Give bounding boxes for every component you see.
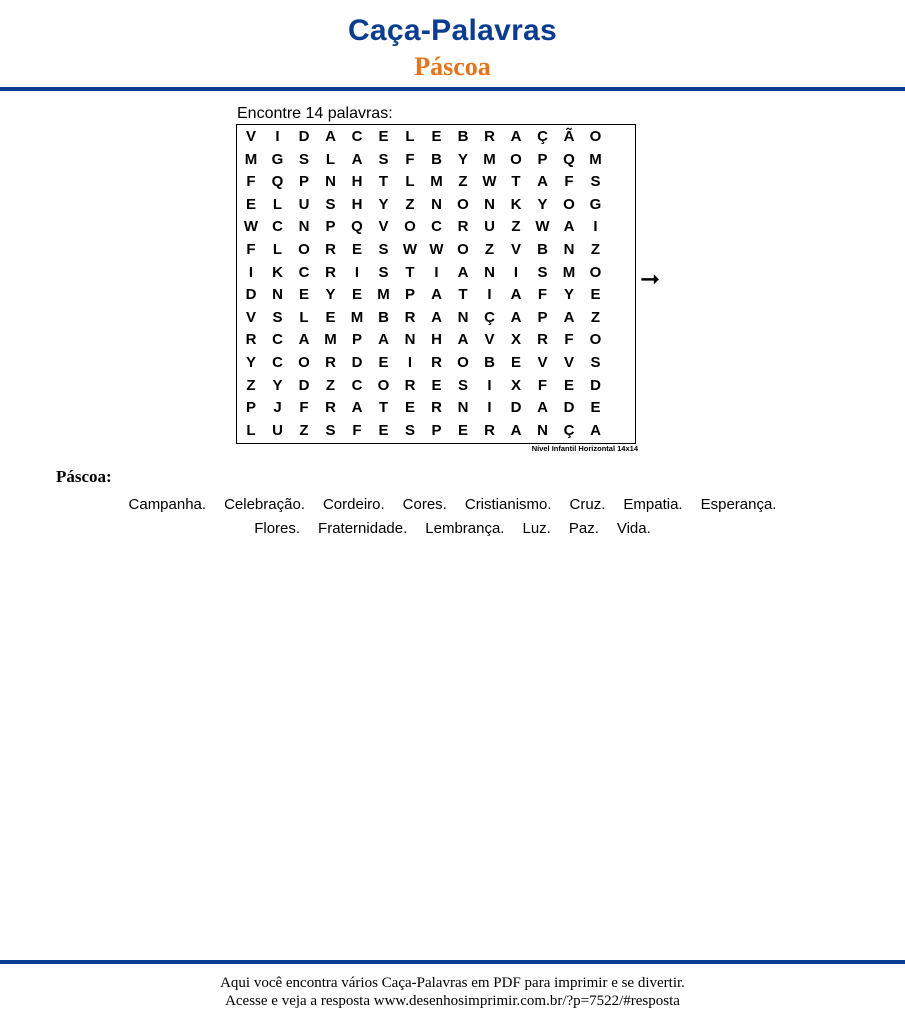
grid-letter[interactable]: K	[510, 195, 522, 213]
grid-letter[interactable]: W	[535, 218, 550, 236]
grid-letter[interactable]: C	[351, 376, 363, 394]
grid-letter[interactable]: A	[298, 331, 310, 349]
grid-letter[interactable]: E	[378, 421, 389, 439]
grid-letter[interactable]: I	[434, 263, 439, 281]
grid-letter[interactable]: L	[405, 173, 415, 191]
grid-letter[interactable]: A	[325, 128, 336, 145]
grid-letter[interactable]: E	[563, 376, 574, 394]
grid-letter[interactable]: N	[404, 331, 416, 349]
grid-letter[interactable]: U	[272, 421, 283, 439]
grid-letter[interactable]: H	[351, 173, 363, 191]
grid-letter[interactable]: W	[482, 173, 497, 191]
grid-letter[interactable]: D	[351, 354, 363, 371]
grid-letter[interactable]: Y	[325, 286, 336, 304]
grid-letter[interactable]: O	[377, 376, 390, 394]
grid-letter[interactable]: B	[431, 150, 442, 168]
grid-letter[interactable]: Q	[351, 218, 363, 236]
word-list-item: Luz.	[522, 520, 551, 537]
grid-letter[interactable]: N	[537, 421, 548, 439]
grid-letter[interactable]: F	[246, 173, 256, 191]
grid-letter[interactable]: N	[325, 173, 336, 191]
grid-letter[interactable]: M	[377, 286, 390, 304]
word-list-item: Cruz.	[569, 496, 606, 513]
top-divider	[0, 87, 905, 91]
grid-letter[interactable]: P	[351, 331, 362, 349]
grid-letter[interactable]: V	[245, 128, 256, 145]
grid-letter[interactable]: P	[245, 399, 256, 417]
grid-letter[interactable]: T	[378, 399, 389, 417]
grid-letter[interactable]: A	[563, 308, 575, 326]
word-list-item: Lembrança.	[425, 520, 505, 537]
grid-letter[interactable]: P	[404, 286, 415, 304]
grid-letter[interactable]: H	[351, 195, 363, 213]
grid-letter[interactable]: Z	[325, 376, 336, 394]
grid-letter[interactable]: A	[457, 331, 469, 349]
grid-letter[interactable]: I	[487, 376, 492, 394]
grid-letter[interactable]: V	[563, 354, 574, 371]
grid-letter[interactable]: L	[405, 128, 415, 145]
grid-letter[interactable]: R	[245, 331, 257, 349]
grid-letter[interactable]: O	[457, 354, 469, 371]
word-list-item: Paz.	[568, 520, 599, 537]
grid-letter[interactable]: B	[378, 308, 389, 326]
grid-letter[interactable]: E	[245, 195, 256, 213]
grid-letter[interactable]: Z	[405, 195, 415, 213]
grid-letter[interactable]: P	[431, 421, 442, 439]
grid-letter[interactable]: R	[457, 218, 469, 236]
grid-letter[interactable]: M	[589, 150, 602, 168]
grid-letter[interactable]: D	[563, 399, 575, 417]
grid-letter[interactable]: Y	[378, 195, 389, 213]
grid-letter[interactable]: F	[299, 399, 309, 417]
puzzle-instruction: Encontre 14 palavras:	[237, 105, 393, 122]
grid-letter[interactable]: Z	[511, 218, 521, 236]
grid-letter[interactable]: A	[510, 421, 522, 439]
grid-letter[interactable]: S	[457, 376, 468, 394]
grid-letter[interactable]: L	[246, 421, 256, 439]
grid-letter[interactable]: V	[510, 241, 521, 258]
grid-letter[interactable]: S	[590, 354, 601, 371]
grid-letter[interactable]: Ç	[563, 421, 575, 439]
grid-letter[interactable]: O	[457, 195, 469, 213]
grid-letter[interactable]: E	[378, 128, 389, 145]
grid-letter[interactable]: R	[325, 241, 336, 258]
grid-letter[interactable]: P	[537, 150, 548, 168]
grid-letter[interactable]: A	[510, 286, 522, 304]
grid-letter[interactable]: C	[272, 218, 283, 236]
grid-letter[interactable]: L	[272, 241, 283, 258]
grid-letter[interactable]: E	[431, 376, 442, 394]
grid-letter[interactable]: O	[298, 354, 310, 371]
grid-letter[interactable]: C	[351, 128, 363, 145]
grid-letter[interactable]: Z	[299, 421, 309, 439]
grid-letter[interactable]: T	[405, 263, 415, 281]
grid-letter[interactable]: R	[484, 128, 495, 145]
grid-letter[interactable]: Z	[484, 241, 495, 258]
grid-letter[interactable]: M	[562, 263, 576, 281]
grid-letter[interactable]: Y	[563, 286, 574, 304]
grid-letter[interactable]: E	[325, 308, 336, 326]
word-list-item: Esperança.	[700, 496, 777, 513]
grid-letter[interactable]: N	[272, 286, 283, 304]
word-search-grid[interactable]	[236, 124, 636, 444]
grid-letter[interactable]: R	[325, 354, 336, 371]
grid-letter[interactable]: S	[378, 241, 389, 258]
grid-letter[interactable]: B	[537, 241, 548, 258]
footer-link-text[interactable]: Acesse e veja a resposta www.desenhosimprimir.com.br/?p=7522/#resposta	[225, 993, 680, 1009]
grid-letter[interactable]: K	[272, 263, 283, 281]
word-list-item: Fraternidade.	[318, 520, 408, 537]
grid-letter[interactable]: A	[537, 173, 548, 191]
grid-letter[interactable]: R	[325, 263, 336, 281]
grid-letter[interactable]: W	[243, 218, 259, 236]
footer-text: Aqui você encontra vários Caça-Palavras em PDF para imprimir e se divertir.	[220, 975, 685, 991]
arrow-right-icon: ➞	[640, 265, 661, 293]
grid-letter[interactable]: R	[484, 421, 495, 439]
word-list-item: Flores.	[254, 520, 301, 537]
grid-letter[interactable]: S	[298, 150, 309, 168]
grid-letter[interactable]: W	[402, 241, 418, 258]
grid-letter[interactable]: A	[510, 308, 522, 326]
grid-letter[interactable]: E	[590, 286, 601, 304]
grid-letter[interactable]: Z	[590, 308, 601, 326]
grid-letter[interactable]: F	[564, 173, 574, 191]
grid-letter[interactable]: G	[589, 195, 602, 213]
grid-letter[interactable]: V	[378, 218, 389, 236]
grid-letter[interactable]: R	[404, 376, 416, 394]
grid-letter[interactable]: V	[484, 331, 495, 349]
grid-letter[interactable]: O	[589, 128, 602, 145]
grid-letter[interactable]: N	[431, 195, 442, 213]
word-list-line-2	[0, 520, 905, 537]
grid-letter[interactable]: N	[457, 308, 469, 326]
grid-letter[interactable]: A	[431, 286, 442, 304]
grid-letter[interactable]: B	[484, 354, 495, 371]
word-list-item: Empatia.	[623, 496, 683, 513]
grid-letter[interactable]: I	[354, 263, 360, 281]
grid-letter[interactable]: B	[457, 128, 469, 145]
grid-letter[interactable]: Z	[246, 376, 256, 394]
grid-letter[interactable]: M	[324, 331, 337, 349]
word-list-item: Cordeiro.	[322, 496, 385, 513]
grid-letter[interactable]: I	[275, 128, 280, 145]
grid-letter[interactable]: C	[431, 218, 442, 236]
grid-letter[interactable]: A	[431, 308, 442, 326]
grid-letter[interactable]: G	[271, 150, 284, 168]
grid-letter[interactable]: N	[484, 195, 495, 213]
grid-letter[interactable]: T	[511, 173, 521, 191]
grid-letter[interactable]: S	[590, 173, 601, 191]
grid-letter[interactable]: F	[352, 421, 362, 439]
grid-letter[interactable]: I	[513, 263, 519, 281]
grid-letter[interactable]: M	[350, 308, 364, 326]
grid-letter[interactable]: V	[537, 354, 548, 371]
grid-letter[interactable]: F	[246, 241, 256, 258]
grid-letter[interactable]: L	[299, 308, 309, 326]
grid-letter[interactable]: O	[298, 241, 310, 258]
grid-letter[interactable]: Y	[272, 376, 283, 394]
grid-letter[interactable]: Y	[537, 195, 548, 213]
grid-letter[interactable]: S	[272, 308, 283, 326]
grid-letter[interactable]: Ç	[484, 308, 495, 326]
grid-letter[interactable]: O	[457, 241, 469, 258]
grid-letter[interactable]: C	[272, 331, 283, 349]
grid-letter[interactable]: A	[378, 331, 389, 349]
grid-letter[interactable]: M	[244, 150, 258, 168]
grid-letter[interactable]: Q	[271, 173, 284, 191]
grid-letter[interactable]: S	[378, 150, 389, 168]
grid-letter[interactable]: S	[378, 263, 389, 281]
grid-letter[interactable]: E	[378, 354, 389, 371]
grid-letter[interactable]: A	[563, 218, 575, 236]
grid-letter[interactable]: D	[298, 376, 310, 394]
grid-letter[interactable]: O	[510, 150, 522, 168]
bottom-divider	[0, 960, 905, 964]
grid-letter[interactable]: E	[510, 354, 521, 371]
grid-letter[interactable]: M	[430, 173, 443, 191]
grid-letter[interactable]: J	[273, 399, 282, 417]
grid-letter[interactable]: E	[351, 286, 362, 304]
page-subtitle: Páscoa	[414, 52, 491, 81]
grid-letter[interactable]: L	[272, 195, 283, 213]
grid-letter[interactable]: Ã	[563, 128, 575, 145]
grid-letter[interactable]: C	[298, 263, 310, 281]
grid-letter[interactable]: P	[537, 308, 548, 326]
grid-letter[interactable]: S	[537, 263, 548, 281]
word-list-heading: Páscoa:	[56, 467, 112, 486]
grid-letter[interactable]: E	[298, 286, 309, 304]
grid-letter[interactable]: O	[589, 331, 602, 349]
grid-letter[interactable]: O	[589, 263, 602, 281]
grid-letter[interactable]: I	[487, 399, 492, 417]
word-list-line-1	[0, 496, 905, 513]
grid-letter[interactable]: A	[590, 421, 601, 439]
page-title: Caça-Palavras	[347, 14, 558, 47]
grid-letter[interactable]: Q	[563, 150, 575, 168]
grid-letter[interactable]: Z	[590, 241, 601, 258]
grid-letter[interactable]: O	[563, 195, 575, 213]
grid-letter[interactable]: U	[484, 218, 495, 236]
grid-letter[interactable]: E	[431, 128, 442, 145]
grid-letter[interactable]: S	[325, 195, 336, 213]
grid-letter[interactable]: P	[298, 173, 309, 191]
grid-letter[interactable]: F	[537, 286, 548, 304]
grid-letter[interactable]: N	[298, 218, 310, 236]
grid-letter[interactable]: H	[431, 331, 442, 349]
word-list-item: Cores.	[402, 496, 447, 513]
grid-letter[interactable]: Ç	[537, 128, 548, 145]
grid-letter[interactable]: S	[404, 421, 415, 439]
grid-letter[interactable]: A	[457, 263, 469, 281]
grid-letter[interactable]: R	[325, 399, 336, 417]
word-list-item: Campanha.	[128, 496, 207, 513]
grid-letter[interactable]: E	[457, 421, 468, 439]
grid-letter[interactable]: N	[563, 241, 575, 258]
grid-letter[interactable]: I	[407, 354, 413, 371]
grid-letter[interactable]: S	[325, 421, 336, 439]
grid-letter[interactable]: V	[245, 308, 256, 326]
grid-letter[interactable]: X	[510, 376, 521, 394]
grid-letter[interactable]: F	[537, 376, 548, 394]
grid-letter[interactable]: E	[404, 399, 415, 417]
grid-letter[interactable]: Z	[458, 173, 468, 191]
grid-letter[interactable]: R	[431, 399, 442, 417]
grid-letter[interactable]: I	[248, 263, 254, 281]
grid-letter[interactable]: D	[298, 128, 310, 145]
grid-letter[interactable]: R	[404, 308, 416, 326]
grid-letter[interactable]: F	[405, 150, 415, 168]
grid-letter[interactable]: A	[510, 128, 522, 145]
grid-letter[interactable]: T	[458, 286, 468, 304]
grid-letter[interactable]: R	[431, 354, 442, 371]
word-list-item: Vida.	[616, 520, 651, 537]
grid-letter[interactable]: E	[590, 399, 601, 417]
grid-letter[interactable]: O	[404, 218, 416, 236]
grid-letter[interactable]: T	[378, 173, 389, 191]
grid-letter[interactable]: D	[590, 376, 601, 394]
grid-letter[interactable]: A	[351, 150, 363, 168]
grid-letter[interactable]: F	[564, 331, 574, 349]
grid-letter[interactable]: D	[245, 286, 257, 304]
grid-letter[interactable]: P	[325, 218, 336, 236]
grid-letter[interactable]: I	[593, 218, 598, 236]
grid-letter[interactable]: N	[457, 399, 469, 417]
grid-letter[interactable]: R	[537, 331, 548, 349]
grid-letter[interactable]: A	[537, 399, 548, 417]
grid-letter[interactable]: Y	[245, 354, 256, 371]
grid-letter[interactable]: D	[510, 399, 522, 417]
grid-letter[interactable]: L	[325, 150, 336, 168]
grid-letter[interactable]: Y	[457, 150, 468, 168]
grid-letter[interactable]: E	[351, 241, 362, 258]
grid-letter[interactable]: N	[484, 263, 495, 281]
grid-letter[interactable]: W	[429, 241, 444, 258]
grid-letter[interactable]: M	[483, 150, 496, 168]
grid-letter[interactable]: X	[510, 331, 521, 349]
grid-letter[interactable]: A	[351, 399, 363, 417]
grid-letter[interactable]: U	[298, 195, 310, 213]
word-list-item: Celebração.	[224, 496, 305, 513]
level-label: Nível Infantil Horizontal 14x14	[531, 444, 638, 453]
word-list-item: Cristianismo.	[464, 496, 552, 513]
grid-letter[interactable]: C	[272, 354, 283, 371]
grid-letter[interactable]: I	[487, 286, 492, 304]
